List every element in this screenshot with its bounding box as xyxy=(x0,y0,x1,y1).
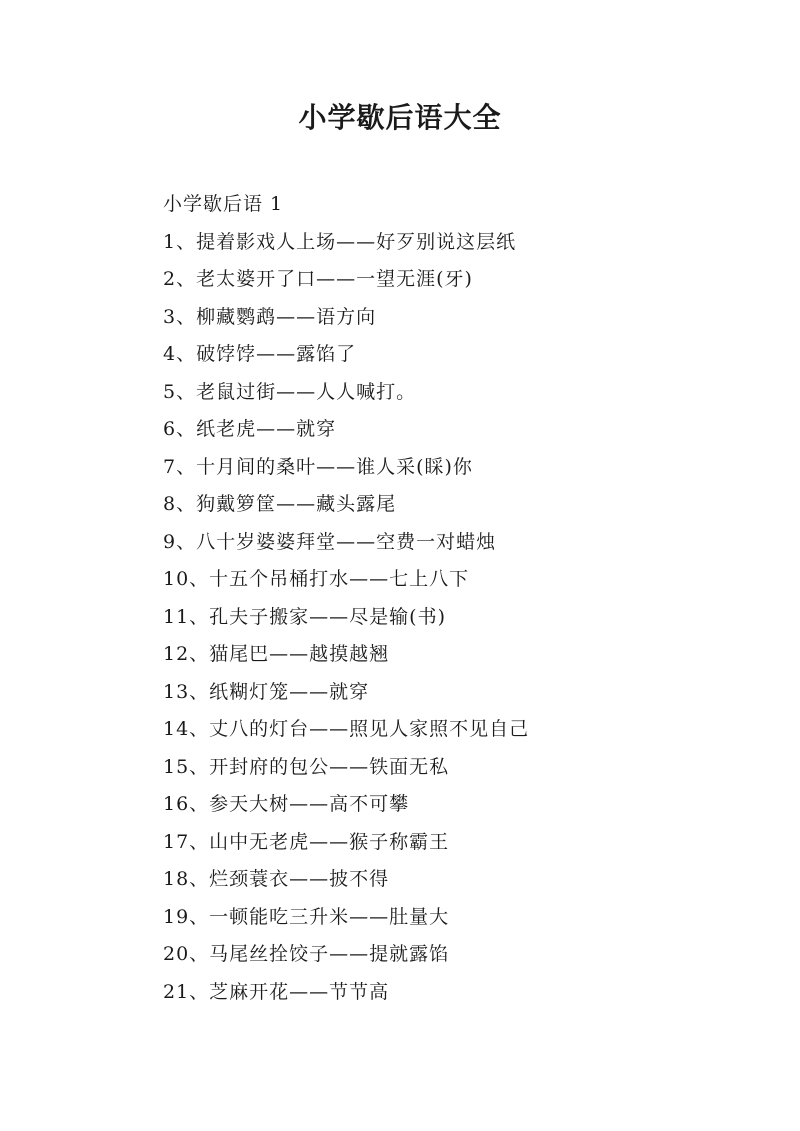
page-title: 小学歇后语大全 xyxy=(298,101,502,134)
list-item: 1、提着影戏人上场——好歹别说这层纸 xyxy=(163,230,517,253)
list-item: 4、破饽饽——露馅了 xyxy=(163,343,357,365)
document-body xyxy=(163,186,763,1011)
list-item: 10、十五个吊桶打水——七上八下 xyxy=(163,568,470,590)
list-item: 8、狗戴箩筐——藏头露尾 xyxy=(163,493,397,515)
list-item: 11、孔夫子搬家——尽是输(书) xyxy=(163,605,447,628)
list-item: 6、纸老虎——就穿 xyxy=(163,418,337,440)
list-item: 14、丈八的灯台——照见人家照不见自己 xyxy=(163,718,530,740)
list-item: 18、烂颈蓑衣——披不得 xyxy=(163,868,390,890)
list-item: 16、参天大树——高不可攀 xyxy=(163,793,410,815)
xiehouyu-list xyxy=(163,224,763,1012)
list-item: 5、老鼠过街——人人喊打。 xyxy=(163,380,417,403)
section-heading: 小学歇后语 1 xyxy=(163,193,284,215)
list-item: 20、马尾丝拴饺子——提就露馅 xyxy=(163,943,450,965)
list-item: 2、老太婆开了口——一望无涯(牙) xyxy=(163,268,473,290)
list-item: 21、芝麻开花——节节高 xyxy=(163,980,390,1003)
list-item: 15、开封府的包公——铁面无私 xyxy=(163,755,450,778)
list-item: 13、纸糊灯笼——就穿 xyxy=(163,680,370,703)
list-item: 7、十月间的桑叶——谁人采(睬)你 xyxy=(163,455,473,478)
list-item: 9、八十岁婆婆拜堂——空费一对蜡烛 xyxy=(163,530,497,553)
list-item: 3、柳藏鹦鹉——语方向 xyxy=(163,305,377,328)
list-item: 17、山中无老虎——猴子称霸王 xyxy=(163,830,450,853)
list-item: 19、一顿能吃三升米——肚量大 xyxy=(163,905,450,928)
list-item: 12、猫尾巴——越摸越翘 xyxy=(163,643,390,665)
